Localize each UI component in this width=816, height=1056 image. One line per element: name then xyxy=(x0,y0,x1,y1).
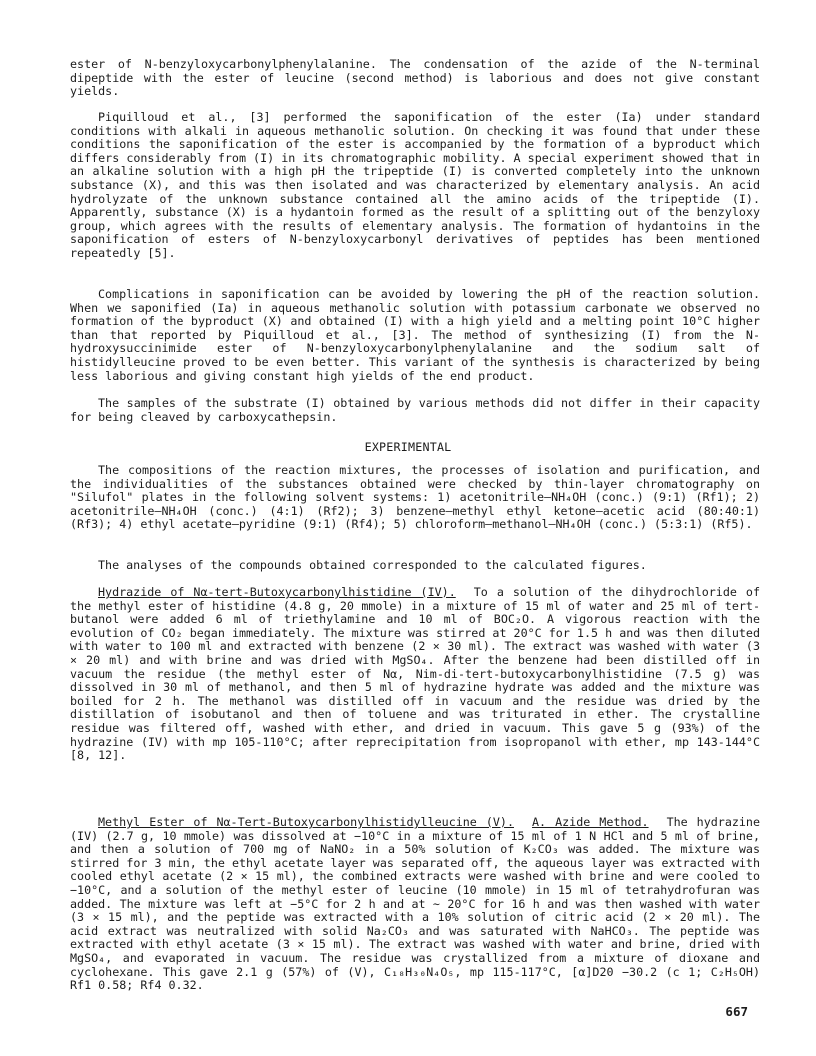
subheading-hydrazide: Hydrazide of Nα-tert-Butoxycarbonylhistidine (IV). xyxy=(98,585,456,599)
page-number: 667 xyxy=(725,1004,748,1019)
paragraph-piquilloud: Piquilloud et al., [3] performed the saponification of the ester (Ia) under standard conditions with alkali in aqueous methanolic solution. On checking it was found that under these conditions the saponification of the ester is accompanied by the formation of a byproduct which differs considerably from (I) in its chromatographic mobility. A special experiment showed that in an alkaline solution with a high pH the tripeptide (I) is converted completely into the unknown substance (X), and this was then isolated and was characterized by elementary analysis. An acid hydrolyzate of the unknown substance contained all the amino acids of the tripeptide (I). Apparently, substance (X) is a hydantoin formed as the result of a splitting out of the benzyloxy group, which agrees with the results of elementary analysis. The formation of hydantoins in the saponification of esters of N-benzyloxycarbonyl derivatives of peptides has been mentioned repeatedly [5]. xyxy=(70,110,760,260)
paragraph-samples: The samples of the substrate (I) obtained by various methods did not differ in their capacity for being cleaved by carboxycathepsin. xyxy=(70,396,760,424)
subheading-methyl-ester: Methyl Ester of Nα-Tert-Butoxycarbonylhistidylleucine (V). xyxy=(98,815,514,829)
methyl-ester-procedure-text: The hydrazine (IV) (2.7 g, 10 mmole) was dissolved at −10°C in a mixture of 15 ml of 1 N HCl and 5 ml of brine, and then a solution of 700 mg of NaNO₂ in a 50% solution of K₂CO₃ was added. The mixture was stirred for 3 min, the ethyl acetate layer was separated off, the aqueous layer was extracted with cooled ethyl acetate (2 × 15 ml), the combined extracts were washed with brine and were cooled to −10°C, and a solution of the methyl ester of leucine (10 mmole) in 15 ml of tetrahydrofuran was added. The mixture was left at −5°C for 2 h and at ∼ 20°C for 16 h and was then washed with water (3 × 15 ml), and the peptide was extracted with a 10% solution of citric acid (2 × 20 ml). The acid extract was neutralized with solid Na₂CO₃ and was saturated with NaHCO₃. The peptide was extracted with ethyl acetate (3 × 15 ml). The extract was washed with water and brine, dried with MgSO₄, and evaporated in vacuum. The residue was crystallized from a mixture of dioxane and cyclohexane. This gave 2.1 g (57%) of (V), C₁₈H₃₀N₄O₅, mp 115-117°C, [α]D20 −30.2 (c 1; C₂H₅OH) Rf1 0.58; Rf4 0.32. xyxy=(70,815,761,993)
section-heading-experimental: EXPERIMENTAL xyxy=(364,440,452,454)
paragraph-hydrazide xyxy=(70,586,760,763)
hydrazide-procedure-text: To a solution of the dihydrochloride of the methyl ester of histidine (4.8 g, 20 mmole) in a mixture of 15 ml of water and 25 ml of tert-butanol were added 6 ml of triethylamine and 10 ml of BOC₂O. A vigorous reaction with the evolution of CO₂ began immediately. The mixture was stirred at 20°C for 1.5 h and was then diluted with water to 100 ml and extracted with benzene (2 × 30 ml). The extract was washed with water (3 × 20 ml) and with brine and was dried with MgSO₄. After the benzene had been distilled off in vacuum the residue (the methyl ester of Nα, Nim-di-tert-butoxycarbonylhistidine (7.5 g) was dissolved in 30 ml of methanol, and then 5 ml of hydrazine hydrate was added and the mixture was boiled for 2 h. The methanol was distilled off in vacuum and the residue was dried by the distillation of isobutanol and then of toluene and was triturated in ether. The crystalline residue was filtered off, washed with ether, and dried in vacuum. This gave 5 g (93%) of the hydrazine (IV) with mp 105-110°C; after reprecipitation from isopropanol with ether, mp 143-144°C [8, 12]. xyxy=(70,585,760,763)
paragraph-analyses: The analyses of the compounds obtained corresponded to the calculated figures. xyxy=(98,558,647,572)
paragraph-compositions: The compositions of the reaction mixtures, the processes of isolation and purification, and the individualities of the substances obtained were checked by thin-layer chromatography on "Silufol" plates in the following solvent systems: 1) acetonitrile—NH₄OH (conc.) (9:1) (Rf1); 2) acetonitrile—NH₄OH (conc.) (4:1) (Rf2); 3) benzene—methyl ethyl ketone—acetic acid (80:40:1) (Rf3); 4) ethyl acetate—pyridine (9:1) (Rf4); 5) chloroform—methanol—NH₄OH (conc.) (5:3:1) (Rf5). xyxy=(70,463,760,532)
paragraph-intro: ester of N-benzyloxycarbonylphenylalanine. The condensation of the azide of the N-terminal dipeptide with the ester of leucine (second method) is laborious and does not give constant yields. xyxy=(70,57,760,99)
subheading-azide-method: A. Azide Method. xyxy=(532,815,649,829)
paragraph-methyl-ester xyxy=(70,816,760,993)
paragraph-complications: Complications in saponification can be avoided by lowering the pH of the reaction solution. When we saponified (Ia) in aqueous methanolic solution with potassium carbonate we observed no formation of the byproduct (X) and obtained (I) with a high yield and a melting point 10°C higher than that reported by Piquilloud et al., [3]. The method of synthesizing (I) from the N-hydroxysuccinimide ester of N-benzyloxycarbonylphenylalanine and the sodium salt of histidylleucine proved to be even better. This variant of the synthesis is characterized by being less laborious and giving constant high yields of the end product. xyxy=(70,287,760,383)
